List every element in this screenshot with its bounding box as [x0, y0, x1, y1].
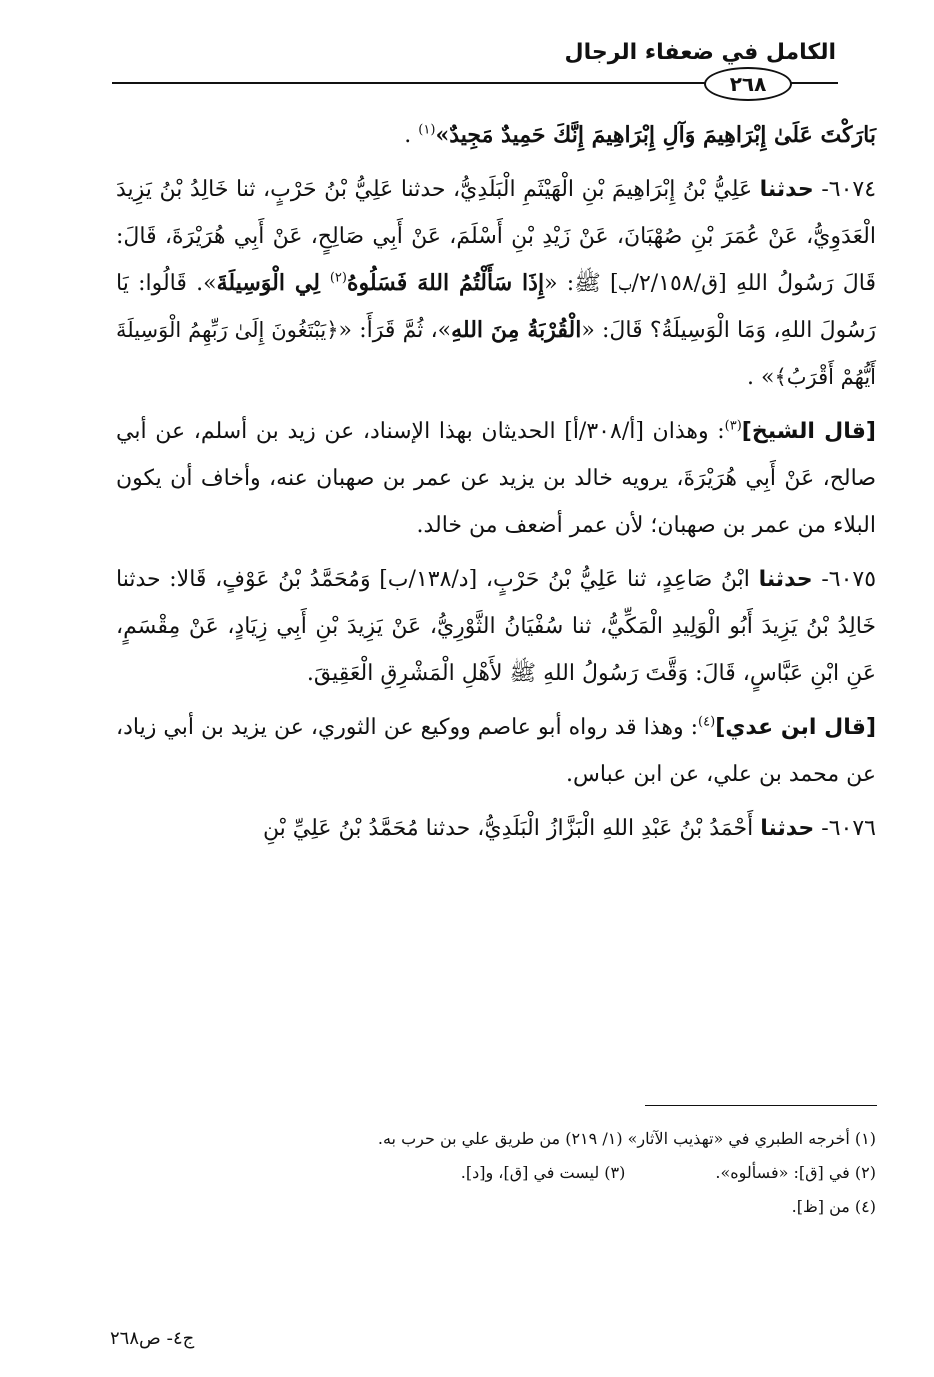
footnote-row [76, 1156, 876, 1190]
hadith-text: ابْنُ صَاعِدٍ، ثنا عَلِيُّ بْنُ حَرْبٍ، [د/١٣٨/ب] وَمُحَمَّدُ بْنُ عَوْفٍ، قَالا: حدثنا خَالِدُ بْنُ يَزِيدَ أَبُو الْوَلِيدِ الْمَكِّيُّ، ثنا سُفْيَانُ الثَّوْرِيُّ، عَنْ يَزِيدَ بْنِ أَبِي زِيَادٍ، عَنْ مِقْسَمٍ، عَنِ ابْنِ عَبَّاسٍ، قَالَ: وَقَّتَ رَسُولُ اللهِ ﷺ لأَهْلِ الْمَشْرِقِ الْعَقِيقَ. [116, 567, 876, 686]
footnote-ref-4: (٤) [698, 714, 716, 730]
footnote-ref-3: (٣) [724, 418, 742, 434]
hadith-6076 [116, 805, 876, 852]
hadith-text: أَحْمَدُ بْنُ عَبْدِ اللهِ الْبَزَّازُ الْبَلَدِيُّ، حدثنا مُحَمَّدُ بْنُ عَلِيِّ بْنِ [262, 816, 761, 841]
footnote-rule [645, 1105, 877, 1106]
quran-verse: ﴿يَبْتَغُونَ إِلَىٰ رَبِّهِمُ الْوَسِيلَةَ أَيُّهُمْ أَقْرَبُ﴾ [116, 318, 876, 389]
footnotes [76, 1122, 876, 1224]
commentary-text: : وهذا قد رواه أبو عاصم ووكيع عن الثوري، عن يزيد بن أبي زياد، عن محمد بن علي، عن ابن عباس. [116, 715, 876, 787]
paragraph-end: » . [747, 365, 775, 390]
running-title: الكامل في ضعفاء الرجال [564, 40, 836, 65]
footnote-ref-2: (٢) [329, 270, 347, 286]
dialogue-text: ». قَالُوا: يَا رَسُولَ اللهِ، وَمَا الْوَسِيلَةُ؟ قَالَ: « [116, 271, 876, 343]
narration-keyword: حدثنا [758, 567, 813, 592]
matn-bold: إِذَا سَأَلْتُمُ اللهَ فَسَلُوهُ [346, 270, 545, 296]
hadith-6074 [116, 166, 876, 401]
recitation-intro: »، ثُمَّ قَرَأَ: « [338, 318, 452, 343]
hadith-6075 [116, 556, 876, 697]
isnad-text: عَلِيُّ بْنُ إِبْرَاهِيمَ بْنِ الْهَيْثَمِ الْبَلَدِيُّ، حدثنا عَلِيُّ بْنُ حَرْبٍ، ثنا خَالِدُ بْنُ يَزِيدَ الْعَدَوِيُّ، عَنْ عُمَرَ بْنِ صُهْبَانَ، عَنْ زَيْدِ بْنِ أَسْلَمَ، عَنْ أَبِي صَالِحٍ، عَنْ أَبِي هُرَيْرَةَ، قَالَ: قَالَ رَسُولُ اللهِ [ق/٢/١٥٨/ب] ﷺ: « [116, 177, 876, 296]
folio-reference: ج٤- ص٢٦٨ [110, 1328, 195, 1349]
prayer-tail: . [404, 123, 419, 148]
prayer-text: بَارَكْتَ عَلَىٰ إِبْرَاهِيمَ وَآلِ إِبْرَاهِيمَ إِنَّكَ حَمِيدٌ مَجِيدٌ» [435, 122, 876, 148]
matn-bold-3: الْقُرْبَةُ مِنَ اللهِ [451, 317, 582, 343]
footnote-2: (٢) في [ق]: «فسألوه». [715, 1163, 876, 1182]
commentary-text: : وهذان [أ/٣٠٨/أ] الحديثان بهذا الإسناد، عن زيد بن أسلم، عن أبي صالح، عَنْ أَبِي هُرَيْرَةَ، يرويه خالد بن يزيد عن عمر بن صهبان عنه، وأخاف أن يكون البلاء من عمر بن صهبان؛ لأن عمر أضعف من خالد. [116, 419, 876, 538]
page-number-badge: ٢٦٨ [704, 67, 792, 101]
narration-keyword: حدثنا [759, 177, 814, 202]
footnote-3: (٣) ليست في [ق]، و[د]. [460, 1163, 626, 1182]
hadith-number: ٦٠٧٦- [821, 816, 876, 841]
hadith-number: ٦٠٧٤- [821, 177, 877, 202]
narration-keyword: حدثنا [760, 816, 815, 841]
matn-bold-2: لِي الْوَسِيلَةَ [216, 270, 330, 296]
main-text [116, 112, 876, 852]
commentary-ibn-adi [116, 704, 876, 798]
hadith-number: ٦٠٧٥- [821, 567, 877, 592]
commentary-label: [قال ابن عدي] [715, 715, 876, 740]
paragraph-prayer-end [116, 112, 876, 159]
commentary-label: [قال الشيخ] [741, 419, 876, 444]
commentary-shaykh [116, 408, 876, 549]
footnote-4: (٤) من [ظ]. [791, 1197, 876, 1216]
footnote-ref-1: (١) [418, 122, 436, 138]
footnote-1: (١) أخرجه الطبري في «تهذيب الآثار» (١/ ٢١٩) من طريق علي بن حرب به. [377, 1129, 876, 1148]
